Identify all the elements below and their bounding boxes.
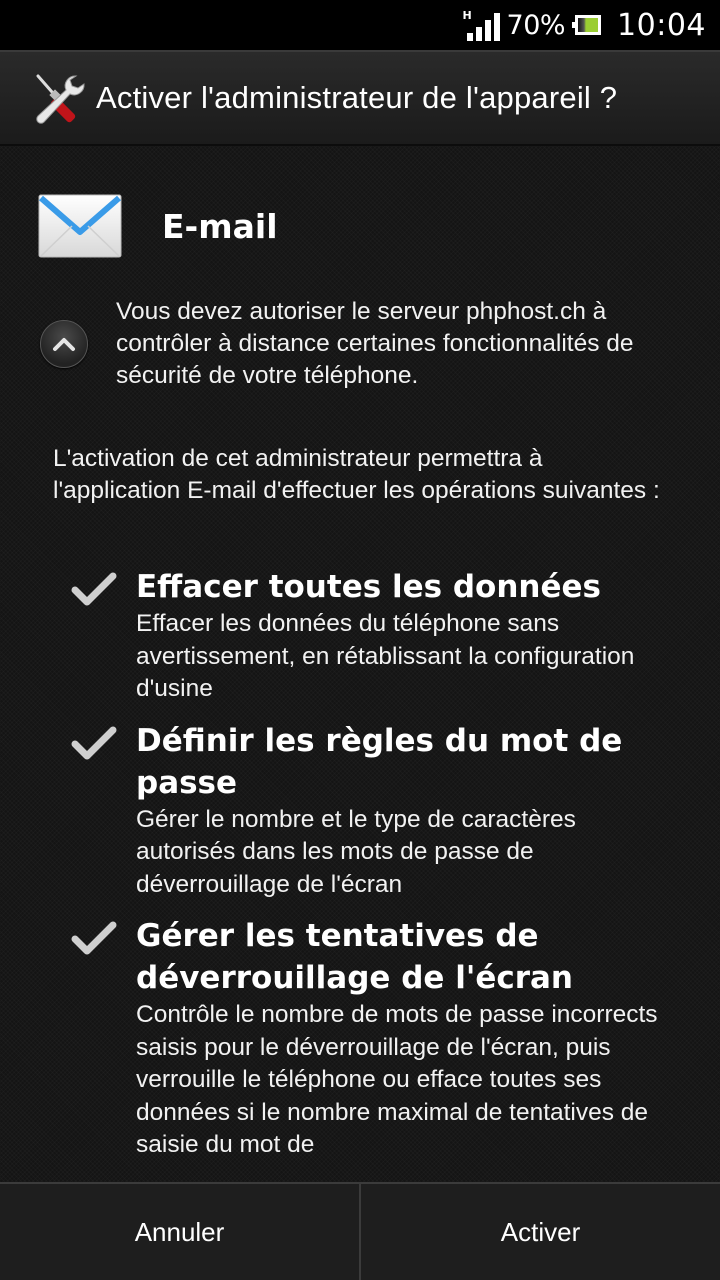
dialog-button-bar: [0, 1182, 720, 1280]
policy-description: Gérer le nombre et le type de caractères autorisés dans les mots de passe de déverrouillage de l'écran: [136, 805, 576, 898]
tools-icon: [30, 70, 86, 126]
policy-description: Effacer les données du téléphone sans avertissement, en rétablissant la configuration d'usine: [136, 610, 635, 702]
battery-icon: [575, 15, 601, 35]
battery-percent: 70%: [506, 9, 566, 41]
network-type: H: [462, 9, 472, 22]
email-envelope-icon: [38, 194, 122, 258]
app-name: E-mail: [162, 206, 278, 246]
policy-item: [70, 915, 670, 1162]
cancel-button[interactable]: Annuler: [134, 1216, 225, 1247]
policy-title: Définir les règles du mot de passe: [136, 722, 623, 801]
policy-list: [70, 566, 670, 1176]
policy-title: Gérer les tentatives de déverrouillage de l'écran: [136, 918, 573, 996]
checkmark-icon: [70, 724, 118, 764]
policy-item: [70, 566, 670, 706]
warning-message: [40, 296, 690, 392]
status-bar: [0, 0, 720, 50]
intro-text: L'activation de cet administrateur permettra à l'application E-mail d'effectuer les opérations suivantes :: [53, 445, 660, 504]
policy-title: Effacer toutes les données: [136, 569, 601, 605]
signal-strength-icon: [463, 7, 501, 43]
dialog-content[interactable]: [0, 146, 720, 1182]
chevron-up-icon: [52, 336, 76, 352]
policy-description: Contrôle le nombre de mots de passe incorrects saisis pour le déverrouillage de l'écran, puis verrouille le téléphone ou efface toutes ses données si le nombre maximal de tentatives de saisie du mot de: [136, 1001, 658, 1158]
clock: 10:04: [617, 7, 706, 43]
policy-item: [70, 720, 670, 902]
collapse-toggle-button[interactable]: [40, 320, 88, 368]
dialog-header: [0, 50, 720, 146]
dialog-title: Activer l'administrateur de l'appareil ?: [96, 80, 618, 115]
checkmark-icon: [70, 919, 118, 959]
checkmark-icon: [70, 570, 118, 610]
app-row: [38, 194, 278, 258]
activate-button[interactable]: Activer: [500, 1216, 581, 1247]
warning-text: Vous devez autoriser le serveur phphost.ch à contrôler à distance certaines fonctionnalités de sécurité de votre téléphone.: [116, 298, 634, 389]
